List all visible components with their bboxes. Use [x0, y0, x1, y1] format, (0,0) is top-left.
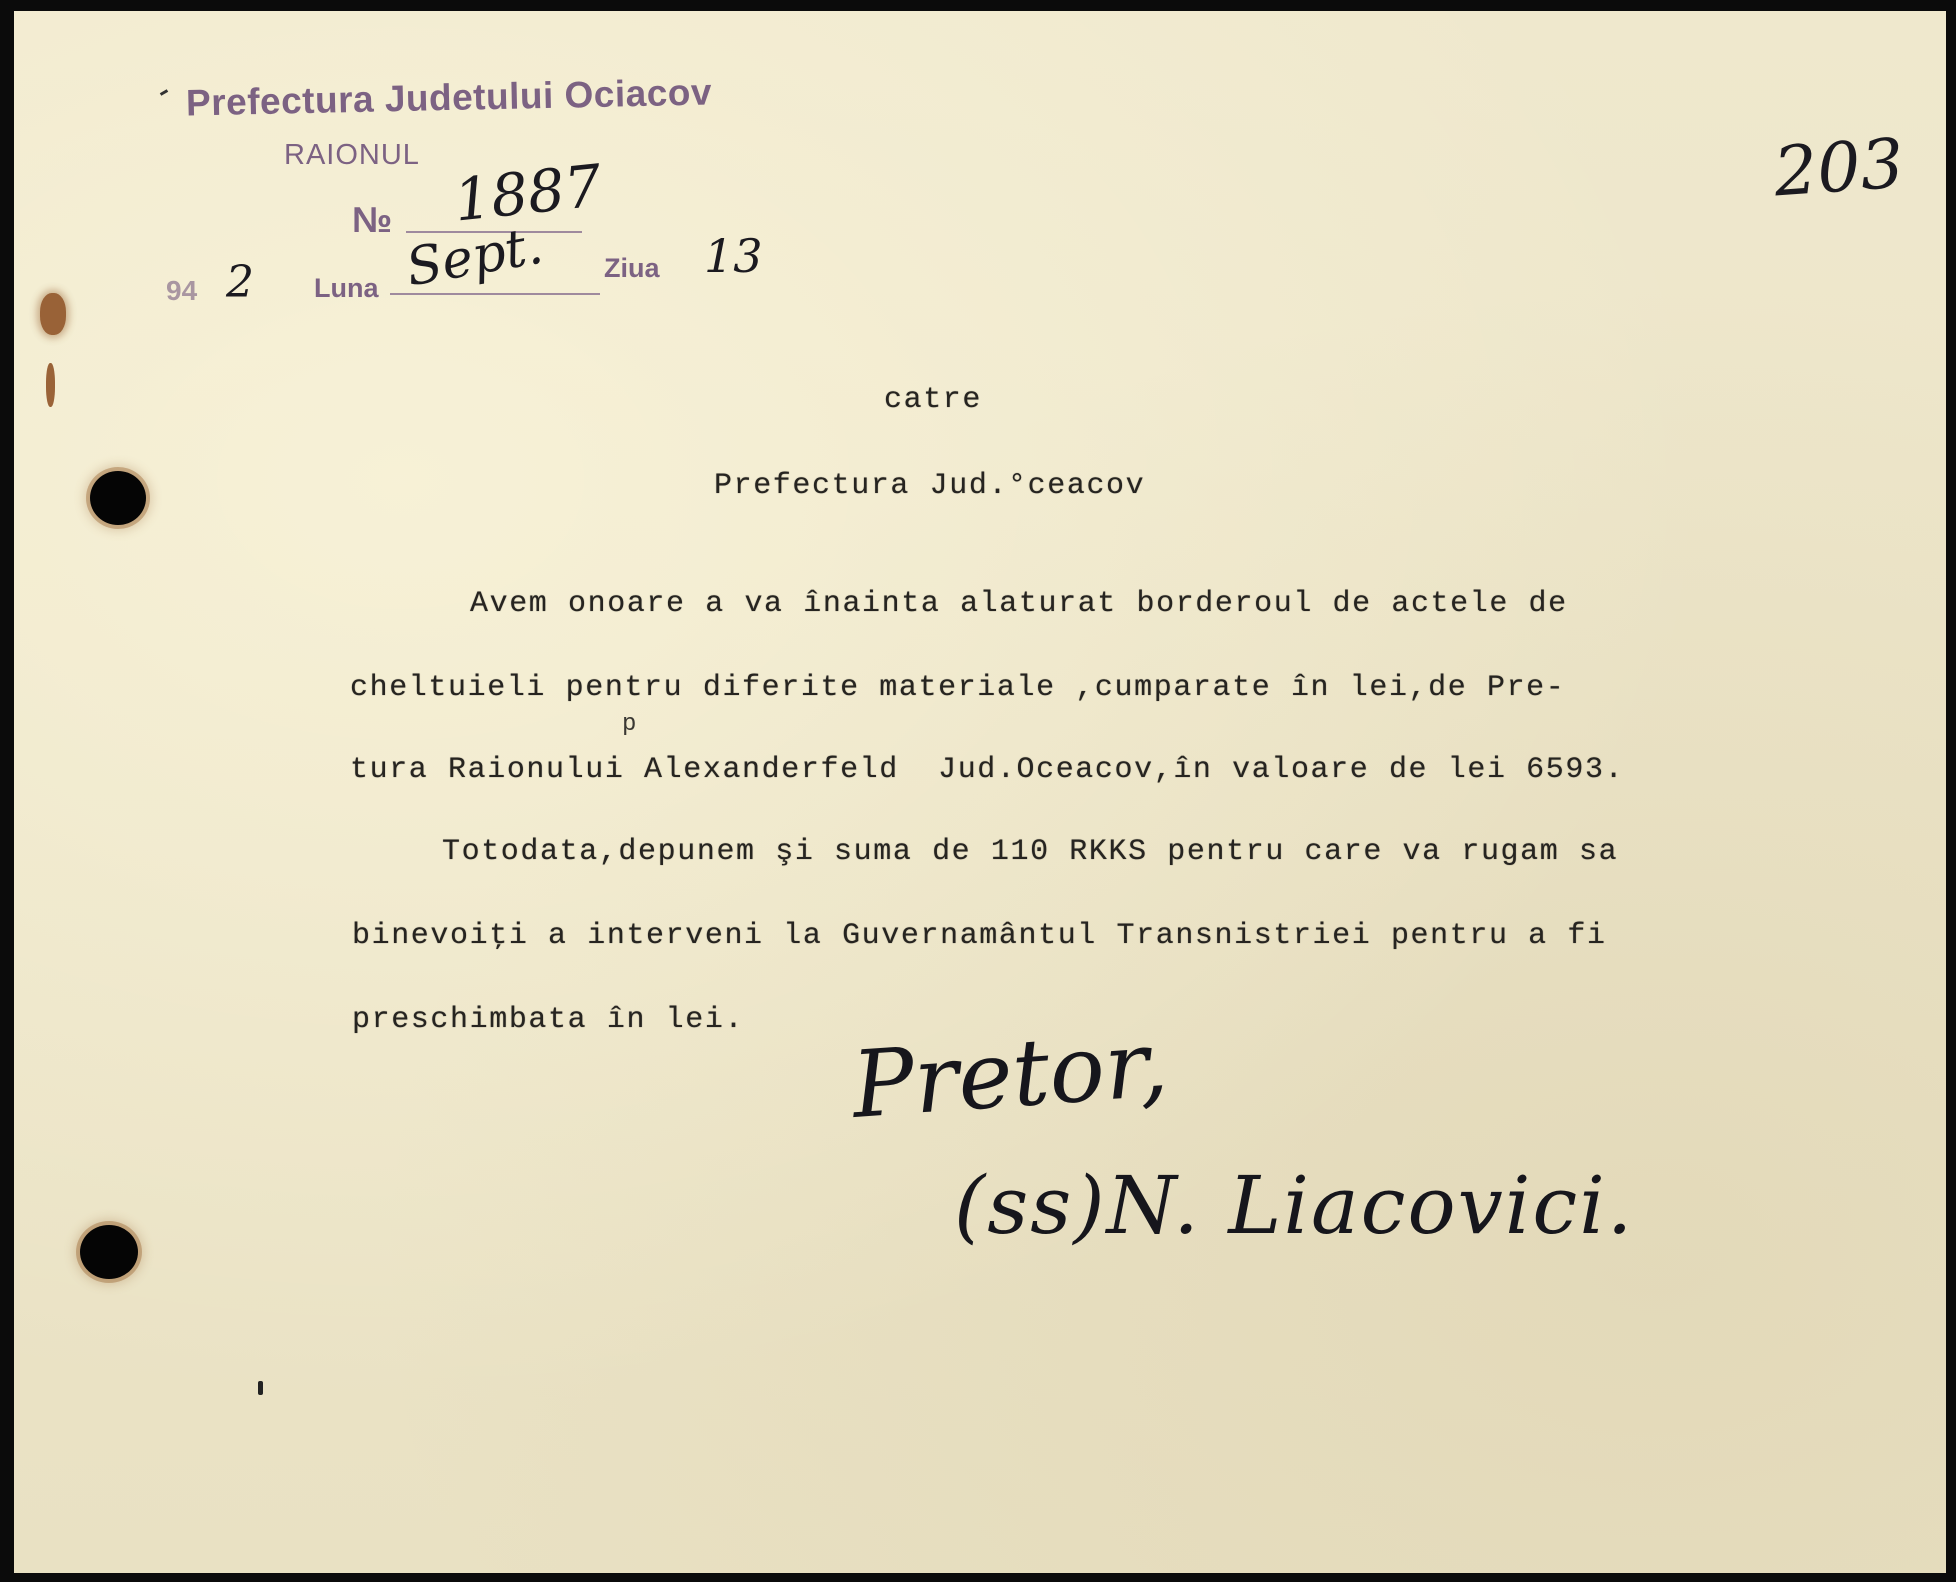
typed-correction-mark: p — [622, 711, 637, 738]
punch-hole-top — [90, 471, 146, 525]
letter-recipient: Prefectura Jud.°ceacov — [714, 469, 1146, 503]
stamp-year-prefix: 94 — [166, 275, 198, 306]
rust-stain — [40, 293, 66, 335]
letter-salutation: catre — [884, 383, 983, 417]
signature-name: (ss)N. Liacovici. — [954, 1159, 1635, 1252]
letter-line: binevoiţi a interveni la Guvernamântul Transnistriei pentru a fi — [352, 919, 1607, 953]
handwritten-number: 1887 — [450, 151, 605, 235]
punch-hole-bottom — [80, 1225, 138, 1279]
ink-speck — [258, 1381, 263, 1395]
document-page — [14, 11, 1946, 1573]
stamp-organization: Prefectura Judetului Ociacov — [185, 71, 713, 124]
handwritten-folio-number: 203 — [1771, 124, 1907, 213]
letter-line: preschimbata în lei. — [352, 1003, 745, 1037]
stamp-number-label: № — [352, 199, 393, 240]
letter-line: Avem onoare a va înainta alaturat borderoul de actele de — [470, 587, 1568, 621]
stamp-raion: RAIONUL — [284, 139, 420, 171]
ink-speck — [160, 89, 168, 96]
letter-line: tura Raionului Alexanderfeld Jud.Oceacov,în valoare de lei 6593. — [350, 753, 1625, 787]
rust-stain — [46, 363, 55, 407]
letter-line: Totodata,depunem şi suma de 110 RKKS pentru care va rugam sa — [442, 835, 1619, 869]
stamp-day-label: Ziua — [604, 253, 660, 283]
handwritten-day: 13 — [704, 229, 763, 283]
handwritten-year-digit: 2 — [226, 257, 254, 308]
signature-title: Pretor, — [848, 1010, 1172, 1139]
handwritten-month: Sept. — [401, 215, 548, 299]
stamp-month-label: Luna — [314, 273, 379, 303]
letter-line: cheltuieli pentru diferite materiale ,cumparate în lei,de Pre- — [350, 671, 1566, 705]
